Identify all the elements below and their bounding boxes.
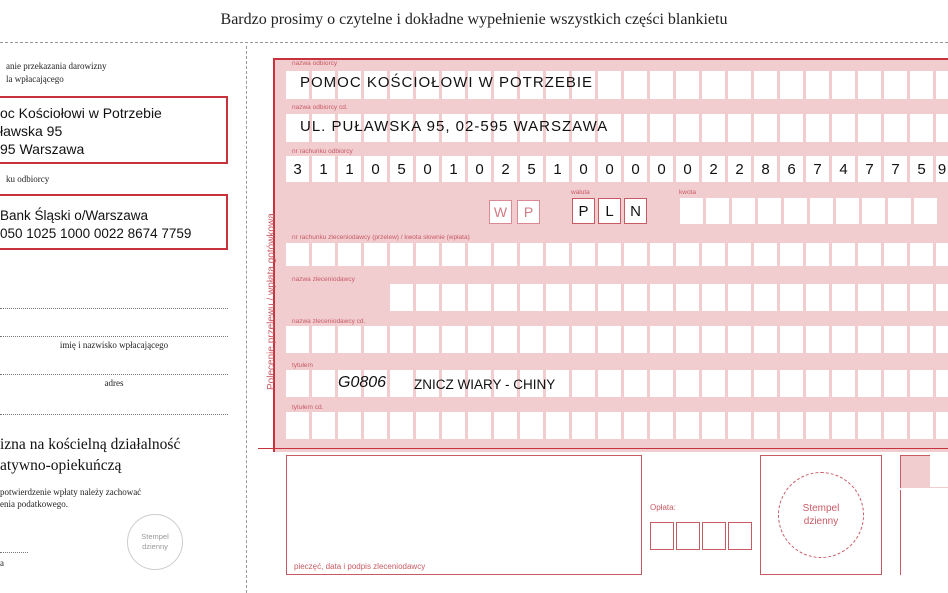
left-stamp-circle: Stempel dzienny <box>127 514 183 570</box>
payer-name2-row-cell[interactable] <box>364 326 387 353</box>
recipient-name-row-cell[interactable] <box>832 71 855 99</box>
title-row-cell[interactable] <box>624 370 647 397</box>
payer-name2-row-cell[interactable] <box>884 326 907 353</box>
wp-letter-cell <box>517 200 540 224</box>
payer-account-row-cell[interactable] <box>806 243 829 266</box>
account-digit-cell[interactable] <box>832 156 855 182</box>
title2-row-cell[interactable] <box>832 412 855 439</box>
recipient-name-value: POMOC KOŚCIOŁOWI W POTRZEBIE <box>300 74 594 91</box>
payer-name2-row-cell[interactable] <box>598 326 621 353</box>
signature-area[interactable] <box>286 455 642 575</box>
recipient-name2-row-cell[interactable] <box>910 114 933 142</box>
currency-letter-cell[interactable] <box>624 198 647 224</box>
payer-name2-row-cell[interactable] <box>910 326 933 353</box>
payer-name2-row-cell[interactable] <box>312 326 335 353</box>
account-digit-cell[interactable] <box>598 156 621 182</box>
purpose-label: anie przekazania darowizny la wpłacającego <box>6 61 107 84</box>
account-digit-cell[interactable] <box>858 156 881 182</box>
payer-account-row-cell[interactable] <box>598 243 621 266</box>
account-digit: 2 <box>735 160 744 178</box>
footer-fragment: a <box>0 558 4 568</box>
payer-name-row-cell[interactable] <box>702 284 725 311</box>
title-row-cell[interactable] <box>806 370 829 397</box>
account-digit-cell[interactable] <box>442 156 465 182</box>
amount-cell[interactable] <box>758 198 781 224</box>
payer-name-row-cell[interactable] <box>572 284 595 311</box>
recipient-name-row-cell[interactable] <box>936 71 948 99</box>
payer-account-row-cell[interactable] <box>936 243 948 266</box>
wp-letter: W <box>493 204 508 220</box>
payer-name2-row-cell[interactable] <box>728 326 751 353</box>
account-digit: 0 <box>475 160 484 178</box>
payer-name-row-cell[interactable] <box>468 284 491 311</box>
title-row-cell[interactable] <box>390 370 413 397</box>
payer-account-row-cell[interactable] <box>546 243 569 266</box>
fee-boxes[interactable] <box>650 522 754 550</box>
account-digit: 1 <box>553 160 562 178</box>
title2-row-cell[interactable] <box>442 412 465 439</box>
title-row-cell[interactable] <box>312 370 335 397</box>
account-digit-cell[interactable] <box>546 156 569 182</box>
payer-name-row-cell[interactable] <box>806 284 829 311</box>
dotted-line-1 <box>0 308 228 309</box>
title-text: ZNICZ WIARY - CHINY <box>414 377 556 392</box>
account-digit: 4 <box>839 160 848 178</box>
recipient-street: ławska 95 <box>0 123 63 139</box>
title-row-cell[interactable] <box>832 370 855 397</box>
recipient-name-row-cell[interactable] <box>780 71 803 99</box>
payer-name2-row-cell[interactable] <box>754 326 777 353</box>
title2-row-cell[interactable] <box>546 412 569 439</box>
form-bottom-divider <box>258 448 948 449</box>
title2-row-cell[interactable] <box>858 412 881 439</box>
recipient-name2-row-cell[interactable] <box>780 114 803 142</box>
recipient-name2-row-cell[interactable] <box>754 114 777 142</box>
payer-name-row-cell[interactable] <box>624 284 647 311</box>
recipient-name2-row-cell[interactable] <box>676 114 699 142</box>
title-row-cell[interactable] <box>598 370 621 397</box>
currency-letter-cell[interactable] <box>598 198 621 224</box>
signature-dots <box>0 552 28 553</box>
title2-row-cell[interactable] <box>806 412 829 439</box>
account-digit: 5 <box>397 160 406 178</box>
account-digit: 0 <box>423 160 432 178</box>
title-row-cell[interactable] <box>780 370 803 397</box>
account-digit: 8 <box>761 160 770 178</box>
payer-account-row-cell[interactable] <box>702 243 725 266</box>
recipient-name-row-cell[interactable] <box>728 71 751 99</box>
payer-name-row-cell[interactable] <box>754 284 777 311</box>
currency-letter: L <box>605 202 614 220</box>
payer-name-row-cell[interactable] <box>442 284 465 311</box>
payer-name-row-cell[interactable] <box>884 284 907 311</box>
account-digit-cell[interactable] <box>364 156 387 182</box>
recipient-name-row-cell[interactable] <box>858 71 881 99</box>
account-digit-cell[interactable] <box>780 156 803 182</box>
account-digit-cell[interactable] <box>754 156 777 182</box>
title2-row-cell[interactable] <box>312 412 335 439</box>
account-digit: 7 <box>865 160 874 178</box>
right-fee-box-lower <box>900 490 948 575</box>
payer-name2-row-cell[interactable] <box>702 326 725 353</box>
payer-name2-row-cell[interactable] <box>780 326 803 353</box>
payer-name-row-cell[interactable] <box>936 284 948 311</box>
title-row-cell[interactable] <box>728 370 751 397</box>
account-digit: 1 <box>449 160 458 178</box>
address-line-1 <box>0 374 228 375</box>
payer-name2-row-cell[interactable] <box>650 326 673 353</box>
header-divider <box>0 42 948 43</box>
account-digit: 5 <box>917 160 926 178</box>
recipient-name2-label: nazwa odbiorcy cd. <box>292 104 348 111</box>
title2-row-cell[interactable] <box>780 412 803 439</box>
account-digit: 9 <box>937 160 947 178</box>
payer-account-row-cell[interactable] <box>338 243 361 266</box>
amount-cell[interactable] <box>836 198 859 224</box>
recipient-city: 95 Warszawa <box>0 141 85 157</box>
payer-account-row-cell[interactable] <box>884 243 907 266</box>
account-digit-cell[interactable] <box>806 156 829 182</box>
recipient-name-row-cell[interactable] <box>910 71 933 99</box>
payer-name2-row-cell[interactable] <box>494 326 517 353</box>
account-digit-cell[interactable] <box>312 156 335 182</box>
account-digit-cell[interactable] <box>416 156 439 182</box>
payer-name-row-cell[interactable] <box>520 284 543 311</box>
title2-label: tytułem cd. <box>292 404 324 411</box>
recipient-name2-row-cell[interactable] <box>702 114 725 142</box>
title-row-cell[interactable] <box>858 370 881 397</box>
account-digit-cell[interactable] <box>286 156 309 182</box>
perforation-line <box>246 46 247 593</box>
title2-row-cell[interactable] <box>728 412 751 439</box>
account-digit-cell[interactable] <box>494 156 517 182</box>
donation-purpose: izna na kościelną działalność atywno-opiekuńczą <box>0 436 181 474</box>
title-row-cell[interactable] <box>754 370 777 397</box>
recipient-name2-row-cell[interactable] <box>884 114 907 142</box>
title2-row-cell[interactable] <box>676 412 699 439</box>
payer-name2-row-cell[interactable] <box>468 326 491 353</box>
account-digit: 3 <box>293 160 302 178</box>
payer-name2-row-cell[interactable] <box>858 326 881 353</box>
payer-name2-row-cell[interactable] <box>624 326 647 353</box>
title2-row-cell[interactable] <box>624 412 647 439</box>
payer-name2-row-cell[interactable] <box>286 326 309 353</box>
recipient-name2-row-cell[interactable] <box>832 114 855 142</box>
title2-row-cell[interactable] <box>286 412 309 439</box>
recipient-name2-row-cell[interactable] <box>806 114 829 142</box>
title2-row-cell[interactable] <box>702 412 725 439</box>
payer-name2-row-cell[interactable] <box>676 326 699 353</box>
payer-name-row-cell[interactable] <box>832 284 855 311</box>
payer-account-row-cell[interactable] <box>858 243 881 266</box>
address-label: adres <box>104 378 124 388</box>
account-digit-cell[interactable] <box>728 156 751 182</box>
amount-cell[interactable] <box>810 198 833 224</box>
recipient-name: oc Kościołowi w Potrzebie <box>0 105 162 121</box>
payer-name-label: imię i nazwisko wpłacającego <box>59 340 169 350</box>
payer-name-row-cell[interactable] <box>858 284 881 311</box>
recipient-name2-row-cell[interactable] <box>728 114 751 142</box>
payer-account-row-cell[interactable] <box>364 243 387 266</box>
payer-name-label: nazwa zleceniodawcy <box>292 276 355 283</box>
title2-row-cell[interactable] <box>910 412 933 439</box>
payer-name-row-cell[interactable] <box>780 284 803 311</box>
recipient-name-row-cell[interactable] <box>754 71 777 99</box>
payer-account-row-cell[interactable] <box>416 243 439 266</box>
recipient-name-row-cell[interactable] <box>702 71 725 99</box>
title-row-cell[interactable] <box>936 370 948 397</box>
fee-label: Opłata: <box>650 503 676 512</box>
account-digit-cell[interactable] <box>702 156 725 182</box>
account-digit: 1 <box>345 160 354 178</box>
title-label: tytułem <box>292 362 313 369</box>
title2-row-cell[interactable] <box>468 412 491 439</box>
form-instruction: Bardzo prosimy o czytelne i dokładne wypełnienie wszystkich części blankietu <box>220 11 728 28</box>
account-digit-cell[interactable] <box>572 156 595 182</box>
payer-account-row-cell[interactable] <box>520 243 543 266</box>
recipient-name2-row-cell[interactable] <box>650 114 673 142</box>
amount-cell[interactable] <box>706 198 729 224</box>
payer-name-line <box>0 336 228 337</box>
payer-account-row-cell[interactable] <box>832 243 855 266</box>
title2-row-cell[interactable] <box>494 412 517 439</box>
account-digit-cell[interactable] <box>650 156 673 182</box>
account-digit: 0 <box>631 160 640 178</box>
recipient-name-row-cell[interactable] <box>624 71 647 99</box>
payer-account-row-cell[interactable] <box>780 243 803 266</box>
payer-account-row-cell[interactable] <box>650 243 673 266</box>
account-digit: 2 <box>709 160 718 178</box>
amount-cell[interactable] <box>888 198 911 224</box>
payer-name2-row-cell[interactable] <box>806 326 829 353</box>
title2-row-cell[interactable] <box>338 412 361 439</box>
title-row-cell[interactable] <box>572 370 595 397</box>
bank-name: Bank Śląski o/Warszawa <box>0 208 149 223</box>
recipient-name-row-cell[interactable] <box>598 71 621 99</box>
account-digit-cell[interactable] <box>390 156 413 182</box>
payer-name2-row-cell[interactable] <box>832 326 855 353</box>
amount-cell[interactable] <box>680 198 703 224</box>
account-digit: 2 <box>501 160 510 178</box>
amount-cell[interactable] <box>732 198 755 224</box>
account-digit: 6 <box>787 160 796 178</box>
payer-name2-row-cell[interactable] <box>390 326 413 353</box>
account-digit: 0 <box>683 160 692 178</box>
signature-label: pieczęć, data i podpis zleceniodawcy <box>294 562 426 571</box>
payer-account-row-cell[interactable] <box>910 243 933 266</box>
account-digit: 7 <box>813 160 822 178</box>
payer-account-row-cell[interactable] <box>286 243 309 266</box>
payer-name-row-cell[interactable] <box>650 284 673 311</box>
form-stamp-circle: Stempel dzienny <box>778 472 864 558</box>
payer-account-row-cell[interactable] <box>390 243 413 266</box>
title2-row-cell[interactable] <box>572 412 595 439</box>
payer-name2-row-cell[interactable] <box>416 326 439 353</box>
currency-label: waluta <box>571 189 590 196</box>
payer-name-row-cell[interactable] <box>728 284 751 311</box>
payer-name2-row-cell[interactable] <box>338 326 361 353</box>
amount-cell[interactable] <box>914 198 937 224</box>
account-digit: 1 <box>319 160 328 178</box>
account-digit: 5 <box>527 160 536 178</box>
currency-letter: N <box>630 202 641 220</box>
title-code: G0806 <box>338 374 387 391</box>
account-digit: 0 <box>579 160 588 178</box>
right-fee-box <box>930 455 948 487</box>
payer-name-row-cell[interactable] <box>390 284 413 311</box>
payer-name-row-cell[interactable] <box>598 284 621 311</box>
payer-name-row-cell[interactable] <box>494 284 517 311</box>
payer-name2-row-cell[interactable] <box>936 326 948 353</box>
account-label: ku odbiorcy <box>6 174 50 184</box>
payer-account-row-cell[interactable] <box>442 243 465 266</box>
account-digit-cell[interactable] <box>468 156 491 182</box>
title2-row-cell[interactable] <box>416 412 439 439</box>
title2-row-cell[interactable] <box>520 412 543 439</box>
payer-name-row-cell[interactable] <box>546 284 569 311</box>
recipient-box <box>0 96 228 164</box>
account-digit-cell[interactable] <box>520 156 543 182</box>
wp-letter-cell <box>489 200 512 224</box>
account-digit: 7 <box>891 160 900 178</box>
payer-name2-row-cell[interactable] <box>520 326 543 353</box>
bank-account: 050 1025 1000 0022 8674 7759 <box>0 226 192 241</box>
address-line-2 <box>0 414 228 415</box>
account-number-label: nr rachunku odbiorcy <box>292 148 353 155</box>
account-digit: 0 <box>605 160 614 178</box>
recipient-name2-row-cell[interactable] <box>624 114 647 142</box>
payer-account-row-cell[interactable] <box>754 243 777 266</box>
title-row-cell[interactable] <box>884 370 907 397</box>
payer-name2-row-cell[interactable] <box>546 326 569 353</box>
account-digit-cell[interactable] <box>624 156 647 182</box>
title2-row-cell[interactable] <box>936 412 948 439</box>
amount-label: kwota <box>679 189 696 196</box>
payer-account-row-cell[interactable] <box>728 243 751 266</box>
payer-account-row-cell[interactable] <box>676 243 699 266</box>
title2-row-cell[interactable] <box>754 412 777 439</box>
payer-name-row-cell[interactable] <box>910 284 933 311</box>
amount-cell[interactable] <box>784 198 807 224</box>
form-side-label: Polecenie przelewu / wpłata gotówkowa <box>266 213 277 390</box>
account-digit-cell[interactable] <box>936 156 948 182</box>
recipient-address-value: UL. PUŁAWSKA 95, 02-595 WARSZAWA <box>300 118 609 135</box>
account-digit: 0 <box>371 160 380 178</box>
title2-row-cell[interactable] <box>364 412 387 439</box>
payer-account-label: nr rachunku zleceniodawcy (przelew) / kwota słownie (wpłata) <box>292 234 470 241</box>
payer-name2-label: nazwa zleceniodawcy cd. <box>292 318 366 325</box>
account-digit-cell[interactable] <box>338 156 361 182</box>
payer-account-row-cell[interactable] <box>312 243 335 266</box>
currency-letter: P <box>578 202 589 220</box>
title-row-cell[interactable] <box>650 370 673 397</box>
recipient-name-row-cell[interactable] <box>806 71 829 99</box>
payer-account-row-cell[interactable] <box>624 243 647 266</box>
title2-row-cell[interactable] <box>390 412 413 439</box>
title-row-cell[interactable] <box>676 370 699 397</box>
account-digit: 0 <box>657 160 666 178</box>
title2-row-cell[interactable] <box>598 412 621 439</box>
amount-cell[interactable] <box>862 198 885 224</box>
wp-letter: P <box>523 204 534 220</box>
payer-name-row-cell[interactable] <box>416 284 439 311</box>
payer-account-row-cell[interactable] <box>572 243 595 266</box>
recipient-name-row-cell[interactable] <box>676 71 699 99</box>
payer-name2-row-cell[interactable] <box>572 326 595 353</box>
payer-account-row-cell[interactable] <box>494 243 517 266</box>
account-digit-cell[interactable] <box>910 156 933 182</box>
title-row-cell[interactable] <box>910 370 933 397</box>
recipient-name2-row-cell[interactable] <box>936 114 948 142</box>
title2-row-cell[interactable] <box>650 412 673 439</box>
recipient-name2-row-cell[interactable] <box>858 114 881 142</box>
account-digit-cell[interactable] <box>676 156 699 182</box>
payer-account-row-cell[interactable] <box>468 243 491 266</box>
title-row-cell[interactable] <box>702 370 725 397</box>
recipient-name-row-cell[interactable] <box>650 71 673 99</box>
recipient-name-row-cell[interactable] <box>884 71 907 99</box>
bank-box <box>0 194 228 250</box>
currency-letter-cell[interactable] <box>572 198 595 224</box>
payer-name-row-cell[interactable] <box>676 284 699 311</box>
account-digit-cell[interactable] <box>884 156 907 182</box>
recipient-name-label: nazwa odbiorcy <box>292 60 338 67</box>
title-row-cell[interactable] <box>286 370 309 397</box>
tax-note: potwierdzenie wpłaty należy zachować enia podatkowego. <box>0 487 142 509</box>
title2-row-cell[interactable] <box>884 412 907 439</box>
payer-name2-row-cell[interactable] <box>442 326 465 353</box>
